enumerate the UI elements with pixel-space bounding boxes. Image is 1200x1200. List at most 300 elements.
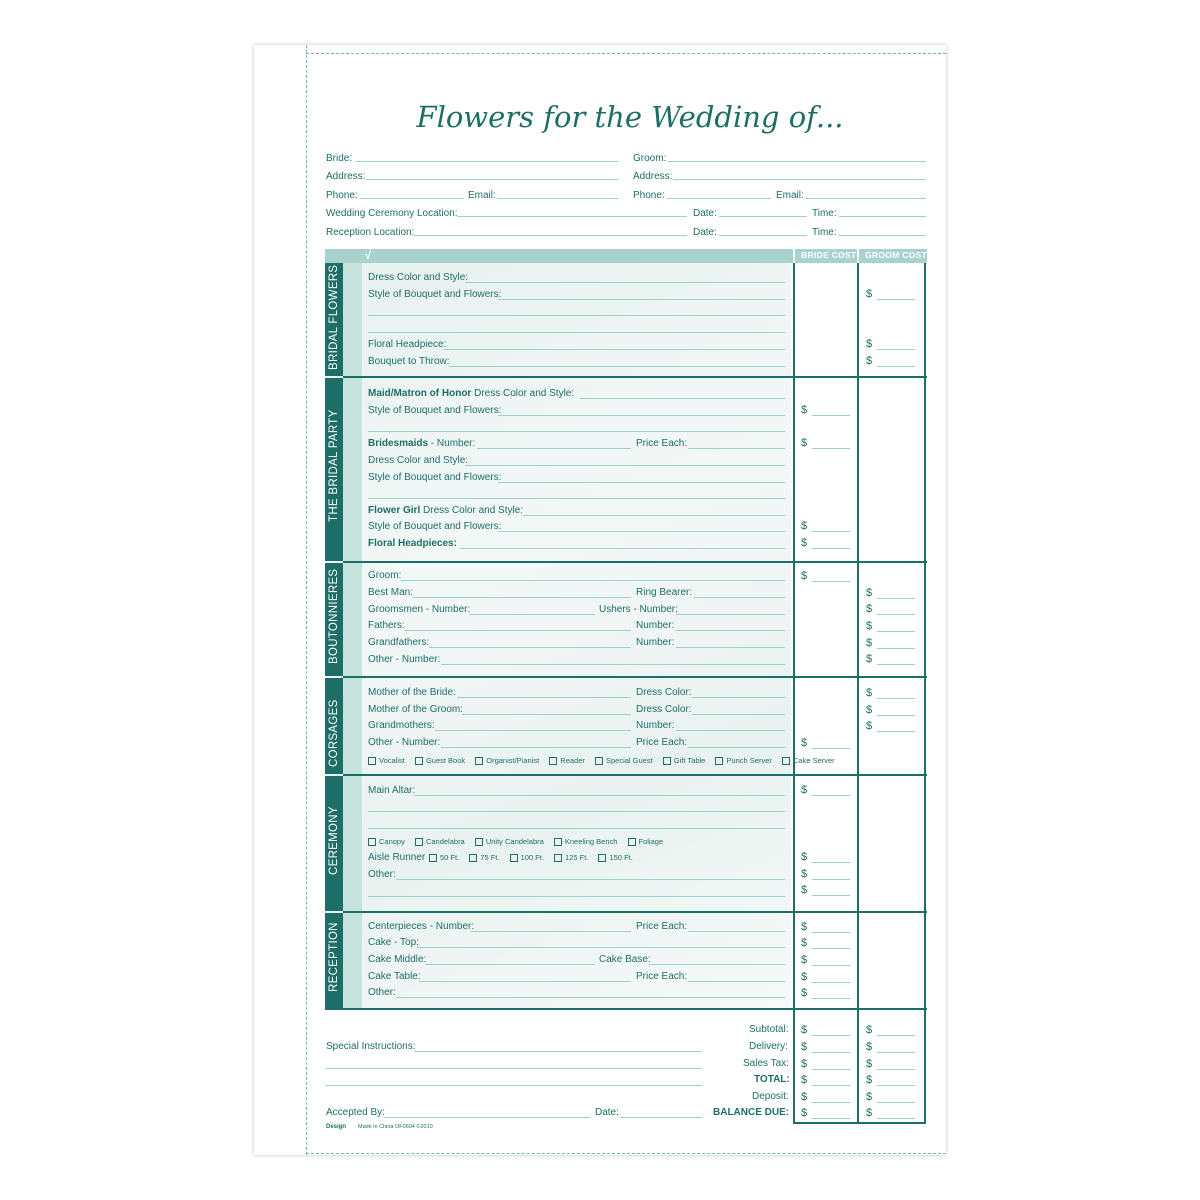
cr-main-altar-field[interactable] (414, 795, 785, 796)
groom-cost-field[interactable] (877, 731, 915, 732)
bt-other-field[interactable] (441, 664, 785, 665)
groom-field[interactable] (668, 161, 926, 162)
cr-aisle-runner-label: Aisle Runner (368, 852, 426, 863)
rc-cake-middle-label: Cake Middle: (368, 954, 427, 965)
sub-band-reception (343, 913, 362, 1008)
bride-cost-field[interactable] (812, 1035, 850, 1036)
bride-cost-field[interactable] (812, 548, 850, 549)
bf-bouquet-line-3[interactable] (368, 332, 785, 333)
bp-flower-girl-bold: Flower Girl (368, 505, 421, 516)
bride-cost-dollar-sign: $ (801, 851, 808, 863)
bp-bouquet-field[interactable] (498, 415, 785, 416)
totals-bottom-rule (793, 1122, 926, 1124)
cr-main-altar-line-3[interactable] (368, 828, 785, 829)
bride-label: Bride: (326, 153, 353, 164)
bf-bouquet-line-2[interactable] (368, 315, 785, 316)
groom-email-label: Email: (776, 190, 804, 201)
cr-runner-option[interactable] (554, 853, 588, 862)
groom-cost-field[interactable] (877, 349, 915, 350)
section-title-corsages: CORSAGES (328, 699, 340, 767)
separator-6 (325, 1008, 927, 1010)
bride-cost-field[interactable] (812, 448, 850, 449)
sub-band-boutonnieres (343, 563, 362, 676)
rc-other-field[interactable] (396, 997, 785, 998)
bride-cost-dollar-sign: $ (801, 1024, 808, 1036)
cs-option[interactable] (549, 756, 585, 765)
groom-cost-dollar-sign: $ (866, 1074, 873, 1086)
cs-option[interactable] (368, 756, 405, 765)
bp-bridesmaids-number-field[interactable] (477, 448, 631, 449)
rc-cake-base-field[interactable] (649, 964, 785, 965)
bride-cost-dollar-sign: $ (801, 570, 808, 582)
bride-cost-field[interactable] (812, 879, 850, 880)
cs-price-each-label: Price Each: (636, 737, 688, 748)
checkbox[interactable] (549, 757, 557, 765)
groom-cost-field[interactable] (877, 1035, 915, 1036)
rc-price-each-1-field[interactable] (688, 931, 785, 932)
cs-other-field[interactable] (441, 747, 631, 748)
bride-cost-field[interactable] (812, 895, 850, 896)
ceremony-time-label: Time: (812, 208, 837, 219)
bt-groomsmen-label: Groomsmen - Number: (368, 604, 471, 615)
bride-cost-dollar-sign: $ (801, 971, 808, 983)
checkbox[interactable] (415, 757, 423, 765)
checkbox[interactable] (415, 838, 423, 846)
bride-cost-field[interactable] (812, 415, 850, 416)
ceremony-location-field[interactable] (457, 216, 687, 217)
reception-date-field[interactable] (719, 235, 807, 236)
bp-headpieces-field[interactable] (460, 548, 785, 549)
groom-cost-field[interactable] (877, 698, 915, 699)
rc-cake-top-field[interactable] (417, 947, 785, 948)
special-instructions-line-2[interactable] (326, 1068, 702, 1069)
bp-dress-field[interactable] (465, 465, 785, 466)
cr-runner-option[interactable] (429, 853, 459, 862)
cs-option-label: Vocalist (379, 756, 405, 765)
bp-flower-girl-rest: Dress Color and Style: (420, 505, 524, 516)
checkbox[interactable] (429, 854, 437, 862)
groom-cost-field[interactable] (877, 1085, 915, 1086)
bt-groom-field[interactable] (401, 580, 785, 581)
cs-dress-color-1-label: Dress Color: (636, 687, 692, 698)
bt-other-label: Other - Number: (368, 654, 441, 665)
ceremony-date-field[interactable] (719, 216, 807, 217)
accepted-date-field[interactable] (620, 1117, 702, 1118)
cr-option-label: Foliage (638, 837, 664, 846)
special-instructions-label: Special Instructions: (326, 1041, 416, 1052)
reception-location-field[interactable] (414, 235, 687, 236)
groom-cost-field[interactable] (877, 648, 915, 649)
section-title-boutonnieres: BOUTONNIERES (328, 568, 340, 664)
cr-runner-option[interactable] (510, 853, 544, 862)
cs-option-label: Organist/Pianist (486, 756, 540, 765)
cr-option[interactable] (415, 837, 465, 846)
cr-option-label: Canopy (379, 837, 405, 846)
cr-runner-option-label: 50 Ft. (440, 853, 460, 862)
bride-cost-field[interactable] (812, 948, 850, 949)
groom-cost-field[interactable] (877, 1102, 915, 1103)
bride-cost-dollar-sign: $ (801, 537, 808, 549)
groom-cost-dollar-sign: $ (866, 1024, 873, 1036)
separator-4 (343, 774, 927, 776)
bp-maid-label (368, 388, 574, 400)
bt-fathers-field[interactable] (404, 630, 631, 631)
binding-stub (254, 45, 307, 1155)
cr-runner-option[interactable] (469, 853, 499, 862)
checkbox[interactable] (782, 757, 790, 765)
bt-best-man-field[interactable] (412, 597, 631, 598)
form-title: Flowers for the Wedding of... (416, 100, 844, 134)
bp-bouquet-label: Style of Bouquet and Flowers: (368, 405, 502, 416)
section-title-ceremony: CEREMONY (328, 806, 340, 875)
bp-bouquet2-field[interactable] (498, 482, 785, 483)
header-divider-2 (857, 249, 859, 263)
cs-option-label: Cake Server (792, 756, 835, 765)
bt-groomsmen-field[interactable] (469, 614, 595, 615)
bp-bouquet2-line-2[interactable] (368, 498, 785, 499)
cr-runner-options-row (429, 853, 641, 862)
groom-cost-field[interactable] (877, 664, 915, 665)
bp-bridesmaids-rest: - Number: (428, 438, 476, 449)
bp-maid-bold: Maid/Matron of Honor (368, 388, 472, 399)
bt-grandfathers-number-label: Number: (636, 637, 675, 648)
cr-runner-option-label: 75 Ft. (480, 853, 500, 862)
cr-option[interactable] (628, 837, 664, 846)
bf-bouquet-field[interactable] (498, 299, 785, 300)
delivery-label: Delivery: (749, 1041, 788, 1052)
cr-option-label: Candelabra (425, 837, 465, 846)
cs-option-label: Special Guest (606, 756, 653, 765)
bp-price-each-label: Price Each: (636, 438, 688, 449)
groom-cost-field[interactable] (877, 614, 915, 615)
groom-cost-dollar-sign: $ (866, 1107, 873, 1119)
rc-cake-base-label: Cake Base: (599, 954, 651, 965)
groom-cost-dollar-sign: $ (866, 1041, 873, 1053)
bride-cost-dollar-sign: $ (801, 1091, 808, 1103)
cr-other-label: Other: (368, 869, 396, 880)
checkbox[interactable] (628, 838, 636, 846)
cs-option[interactable] (782, 756, 835, 765)
cs-option[interactable] (715, 756, 771, 765)
bride-cost-dollar-sign: $ (801, 1074, 808, 1086)
bt-fathers-label: Fathers: (368, 620, 405, 631)
cs-option-label: Punch Server (726, 756, 772, 765)
bp-bouquet3-label: Style of Bouquet and Flowers: (368, 521, 502, 532)
bride-cost-dollar-sign: $ (801, 921, 808, 933)
cs-other-label: Other - Number: (368, 737, 441, 748)
cr-runner-option-label: 100 Ft. (520, 853, 544, 862)
groom-address-field[interactable] (673, 179, 926, 180)
bride-cost-header: BRIDE COST (801, 250, 857, 260)
rc-price-each-2-field[interactable] (688, 981, 785, 982)
groom-cost-dollar-sign: $ (866, 720, 873, 732)
bt-grandfathers-number-field[interactable] (676, 647, 785, 648)
checkbox[interactable] (598, 854, 606, 862)
groom-cost-field[interactable] (877, 1118, 915, 1119)
bride-cost-field[interactable] (812, 982, 850, 983)
bride-cost-field[interactable] (812, 862, 850, 863)
reception-date-label: Date: (693, 227, 717, 238)
bt-groom-label: Groom: (368, 570, 402, 581)
cs-mother-groom-label: Mother of the Groom: (368, 704, 464, 715)
groom-cost-dollar-sign: $ (866, 338, 873, 350)
ceremony-location-label: Wedding Ceremony Location: (326, 208, 458, 219)
cs-option[interactable] (475, 756, 539, 765)
bf-headpiece-field[interactable] (444, 349, 785, 350)
rc-price-each-2-label: Price Each: (636, 971, 688, 982)
special-instructions-line-3[interactable] (326, 1085, 702, 1086)
bride-cost-field[interactable] (812, 531, 850, 532)
groom-cost-dollar-sign: $ (866, 603, 873, 615)
checkbox[interactable] (475, 838, 483, 846)
rc-centerpieces-field[interactable] (471, 931, 631, 932)
groom-cost-field[interactable] (877, 715, 915, 716)
rc-cake-middle-field[interactable] (425, 964, 595, 965)
cs-dress-color-2-label: Dress Color: (636, 704, 692, 715)
cs-option[interactable] (663, 756, 706, 765)
sales-tax-label: Sales Tax: (743, 1058, 789, 1069)
bt-ring-bearer-label: Ring Bearer: (636, 587, 693, 598)
groom-cost-dollar-sign: $ (866, 620, 873, 632)
rc-centerpieces-label: Centerpieces - Number: (368, 921, 475, 932)
groom-cost-field[interactable] (877, 631, 915, 632)
sub-band-corsages (343, 678, 362, 774)
bt-grandfathers-label: Grandfathers: (368, 637, 430, 648)
checkbox[interactable] (554, 854, 562, 862)
cs-option[interactable] (415, 756, 465, 765)
groom-cost-dollar-sign: $ (866, 1058, 873, 1070)
groom-cost-dollar-sign: $ (866, 704, 873, 716)
bf-dress-field[interactable] (465, 282, 785, 283)
checkbox[interactable] (510, 854, 518, 862)
checkbox[interactable] (469, 854, 477, 862)
bt-ushers-field[interactable] (676, 614, 785, 615)
cs-option-label: Reader (560, 756, 585, 765)
cs-number-label: Number: (636, 720, 675, 731)
groom-cost-field[interactable] (877, 598, 915, 599)
cs-mother-groom-field[interactable] (462, 714, 631, 715)
bp-bridesmaids-label (368, 438, 475, 450)
cs-mother-bride-label: Mother of the Bride: (368, 687, 456, 698)
cr-options-row (368, 837, 671, 846)
bride-cost-field[interactable] (812, 581, 850, 582)
groom-email-field[interactable] (806, 198, 926, 199)
cr-option-label: Kneeling Bench (564, 837, 618, 846)
bp-bouquet-line-2[interactable] (368, 431, 785, 432)
cr-option[interactable] (368, 837, 405, 846)
brand-logo: Design (326, 1124, 347, 1130)
bp-bouquet3-field[interactable] (498, 531, 785, 532)
bf-throw-field[interactable] (449, 366, 785, 367)
bride-email-field[interactable] (497, 198, 618, 199)
bride-cost-field[interactable] (812, 1118, 850, 1119)
bride-cost-field[interactable] (812, 1052, 850, 1053)
special-instructions-field[interactable] (414, 1051, 702, 1052)
groom-cost-dollar-sign: $ (866, 288, 873, 300)
accepted-date-label: Date: (595, 1107, 619, 1118)
separator-1 (343, 376, 927, 378)
cr-runner-option[interactable] (598, 853, 632, 862)
bf-dress-label: Dress Color and Style: (368, 272, 469, 283)
groom-cost-rule (857, 263, 859, 1123)
bride-cost-field[interactable] (812, 998, 850, 999)
subtotal-label: Subtotal: (749, 1024, 789, 1035)
groom-cost-dollar-sign: $ (866, 637, 873, 649)
bride-cost-dollar-sign: $ (801, 520, 808, 532)
groom-cost-field[interactable] (877, 299, 915, 300)
cs-option-label: Guest Book (425, 756, 466, 765)
right-rule (924, 263, 926, 1123)
groom-label: Groom: (633, 153, 667, 164)
accepted-by-field[interactable] (384, 1117, 590, 1118)
bp-flower-girl-label (368, 505, 523, 517)
rc-price-each-1-label: Price Each: (636, 921, 688, 932)
bt-grandfathers-field[interactable] (429, 647, 631, 648)
bride-phone-label: Phone: (326, 190, 358, 201)
bride-cost-dollar-sign: $ (801, 437, 808, 449)
perforation-bottom (306, 1153, 946, 1154)
bride-cost-dollar-sign: $ (801, 784, 808, 796)
bt-fathers-number-field[interactable] (676, 630, 785, 631)
cs-grandmothers-field[interactable] (435, 730, 631, 731)
groom-cost-dollar-sign: $ (866, 653, 873, 665)
ceremony-date-label: Date: (693, 208, 717, 219)
cs-options-row (368, 756, 835, 765)
section-title-reception: RECEPTION (328, 922, 340, 992)
rc-other-label: Other: (368, 987, 396, 998)
bt-best-man-label: Best Man: (368, 587, 414, 598)
groom-cost-dollar-sign: $ (866, 687, 873, 699)
total-label: TOTAL: (754, 1074, 790, 1085)
rc-cake-table-field[interactable] (419, 981, 631, 982)
cs-dress-color-2-field[interactable] (692, 714, 785, 715)
section-title-bridal-party: THE BRIDAL PARTY (328, 409, 340, 522)
bp-bridesmaids-bold: Bridesmaids (368, 438, 429, 449)
bride-cost-field[interactable] (812, 1085, 850, 1086)
rc-cake-table-label: Cake Table: (368, 971, 421, 982)
section-title-bridal-flowers: BRIDAL FLOWERS (328, 264, 340, 370)
cs-grandmothers-label: Grandmothers: (368, 720, 435, 731)
cr-runner-option-label: 125 Ft. (565, 853, 589, 862)
bp-flower-girl-field[interactable] (523, 515, 785, 516)
groom-phone-field[interactable] (667, 198, 771, 199)
groom-cost-dollar-sign: $ (866, 587, 873, 599)
groom-cost-field[interactable] (877, 1052, 915, 1053)
groom-cost-header: GROOM COST (865, 250, 928, 260)
bride-cost-dollar-sign: $ (801, 868, 808, 880)
bride-cost-field[interactable] (812, 795, 850, 796)
bride-cost-field[interactable] (812, 1069, 850, 1070)
bride-email-label: Email: (468, 190, 496, 201)
checkbox[interactable] (715, 757, 723, 765)
checkbox[interactable] (663, 757, 671, 765)
cr-option[interactable] (475, 837, 544, 846)
cr-other-field[interactable] (396, 879, 785, 880)
cr-runner-option-label: 150 Ft. (609, 853, 633, 862)
cs-dress-color-1-field[interactable] (692, 697, 785, 698)
groom-cost-field[interactable] (877, 1069, 915, 1070)
checkbox[interactable] (368, 838, 376, 846)
bride-cost-dollar-sign: $ (801, 1041, 808, 1053)
bt-fathers-number-label: Number: (636, 620, 675, 631)
deposit-label: Deposit: (752, 1091, 789, 1102)
bride-cost-dollar-sign: $ (801, 1058, 808, 1070)
reception-time-label: Time: (812, 227, 837, 238)
bride-cost-field[interactable] (812, 748, 850, 749)
checkbox[interactable] (595, 757, 603, 765)
bride-address-field[interactable] (366, 179, 618, 180)
groom-cost-dollar-sign: $ (866, 355, 873, 367)
reception-location-label: Reception Location: (326, 227, 415, 238)
bride-phone-field[interactable] (360, 198, 464, 199)
balance-due-label: BALANCE DUE: (713, 1107, 790, 1118)
bp-maid-field[interactable] (580, 398, 785, 399)
bf-throw-label: Bouquet to Throw: (368, 356, 450, 367)
imprint-text: Made in China OF0604 ©2010 (358, 1124, 433, 1130)
cs-price-each-field[interactable] (688, 747, 785, 748)
bp-maid-rest: Dress Color and Style: (471, 388, 575, 399)
check-column-header: √ (365, 250, 372, 262)
bride-cost-dollar-sign: $ (801, 404, 808, 416)
bride-cost-field[interactable] (812, 932, 850, 933)
bride-cost-field[interactable] (812, 965, 850, 966)
perforation-top (306, 53, 946, 54)
bp-price-each-field[interactable] (688, 448, 785, 449)
bp-headpieces-label: Floral Headpieces: (368, 538, 457, 549)
separator-3 (343, 676, 927, 678)
checkbox[interactable] (475, 757, 483, 765)
bt-ring-bearer-field[interactable] (694, 597, 785, 598)
rc-cake-top-label: Cake - Top: (368, 937, 419, 948)
bride-cost-dollar-sign: $ (801, 1107, 808, 1119)
cr-option[interactable] (554, 837, 618, 846)
bride-cost-dollar-sign: $ (801, 954, 808, 966)
cs-option-label: Gift Table (673, 756, 706, 765)
bp-dress-label: Dress Color and Style: (368, 455, 469, 466)
cr-main-altar-label: Main Altar: (368, 785, 416, 796)
checkbox[interactable] (554, 838, 562, 846)
cr-option-label: Unity Candelabra (485, 837, 544, 846)
cs-option[interactable] (595, 756, 653, 765)
bride-cost-dollar-sign: $ (801, 737, 808, 749)
cr-main-altar-line-2[interactable] (368, 811, 785, 812)
sub-band-bridal-flowers (343, 263, 362, 376)
bride-cost-rule (793, 263, 795, 1123)
bt-ushers-label: Ushers - Number: (599, 604, 678, 615)
bride-address-label: Address: (326, 171, 366, 182)
groom-cost-dollar-sign: $ (866, 1091, 873, 1103)
ceremony-time-field[interactable] (839, 216, 926, 217)
bride-cost-dollar-sign: $ (801, 937, 808, 949)
checkbox[interactable] (368, 757, 376, 765)
groom-phone-label: Phone: (633, 190, 665, 201)
bride-cost-field[interactable] (812, 1102, 850, 1103)
cr-other-line-2[interactable] (368, 896, 785, 897)
sub-band-bridal-party (343, 378, 362, 561)
reception-time-field[interactable] (839, 235, 926, 236)
bf-bouquet-label: Style of Bouquet and Flowers: (368, 289, 502, 300)
separator-5 (343, 911, 927, 913)
cs-mother-bride-field[interactable] (457, 697, 631, 698)
cs-number-field[interactable] (676, 730, 785, 731)
bride-cost-dollar-sign: $ (801, 884, 808, 896)
bride-cost-dollar-sign: $ (801, 987, 808, 999)
separator-2 (343, 561, 927, 563)
bp-bouquet2-label: Style of Bouquet and Flowers: (368, 472, 502, 483)
bride-field[interactable] (356, 161, 618, 162)
header-divider-1 (793, 249, 795, 263)
groom-cost-field[interactable] (877, 366, 915, 367)
